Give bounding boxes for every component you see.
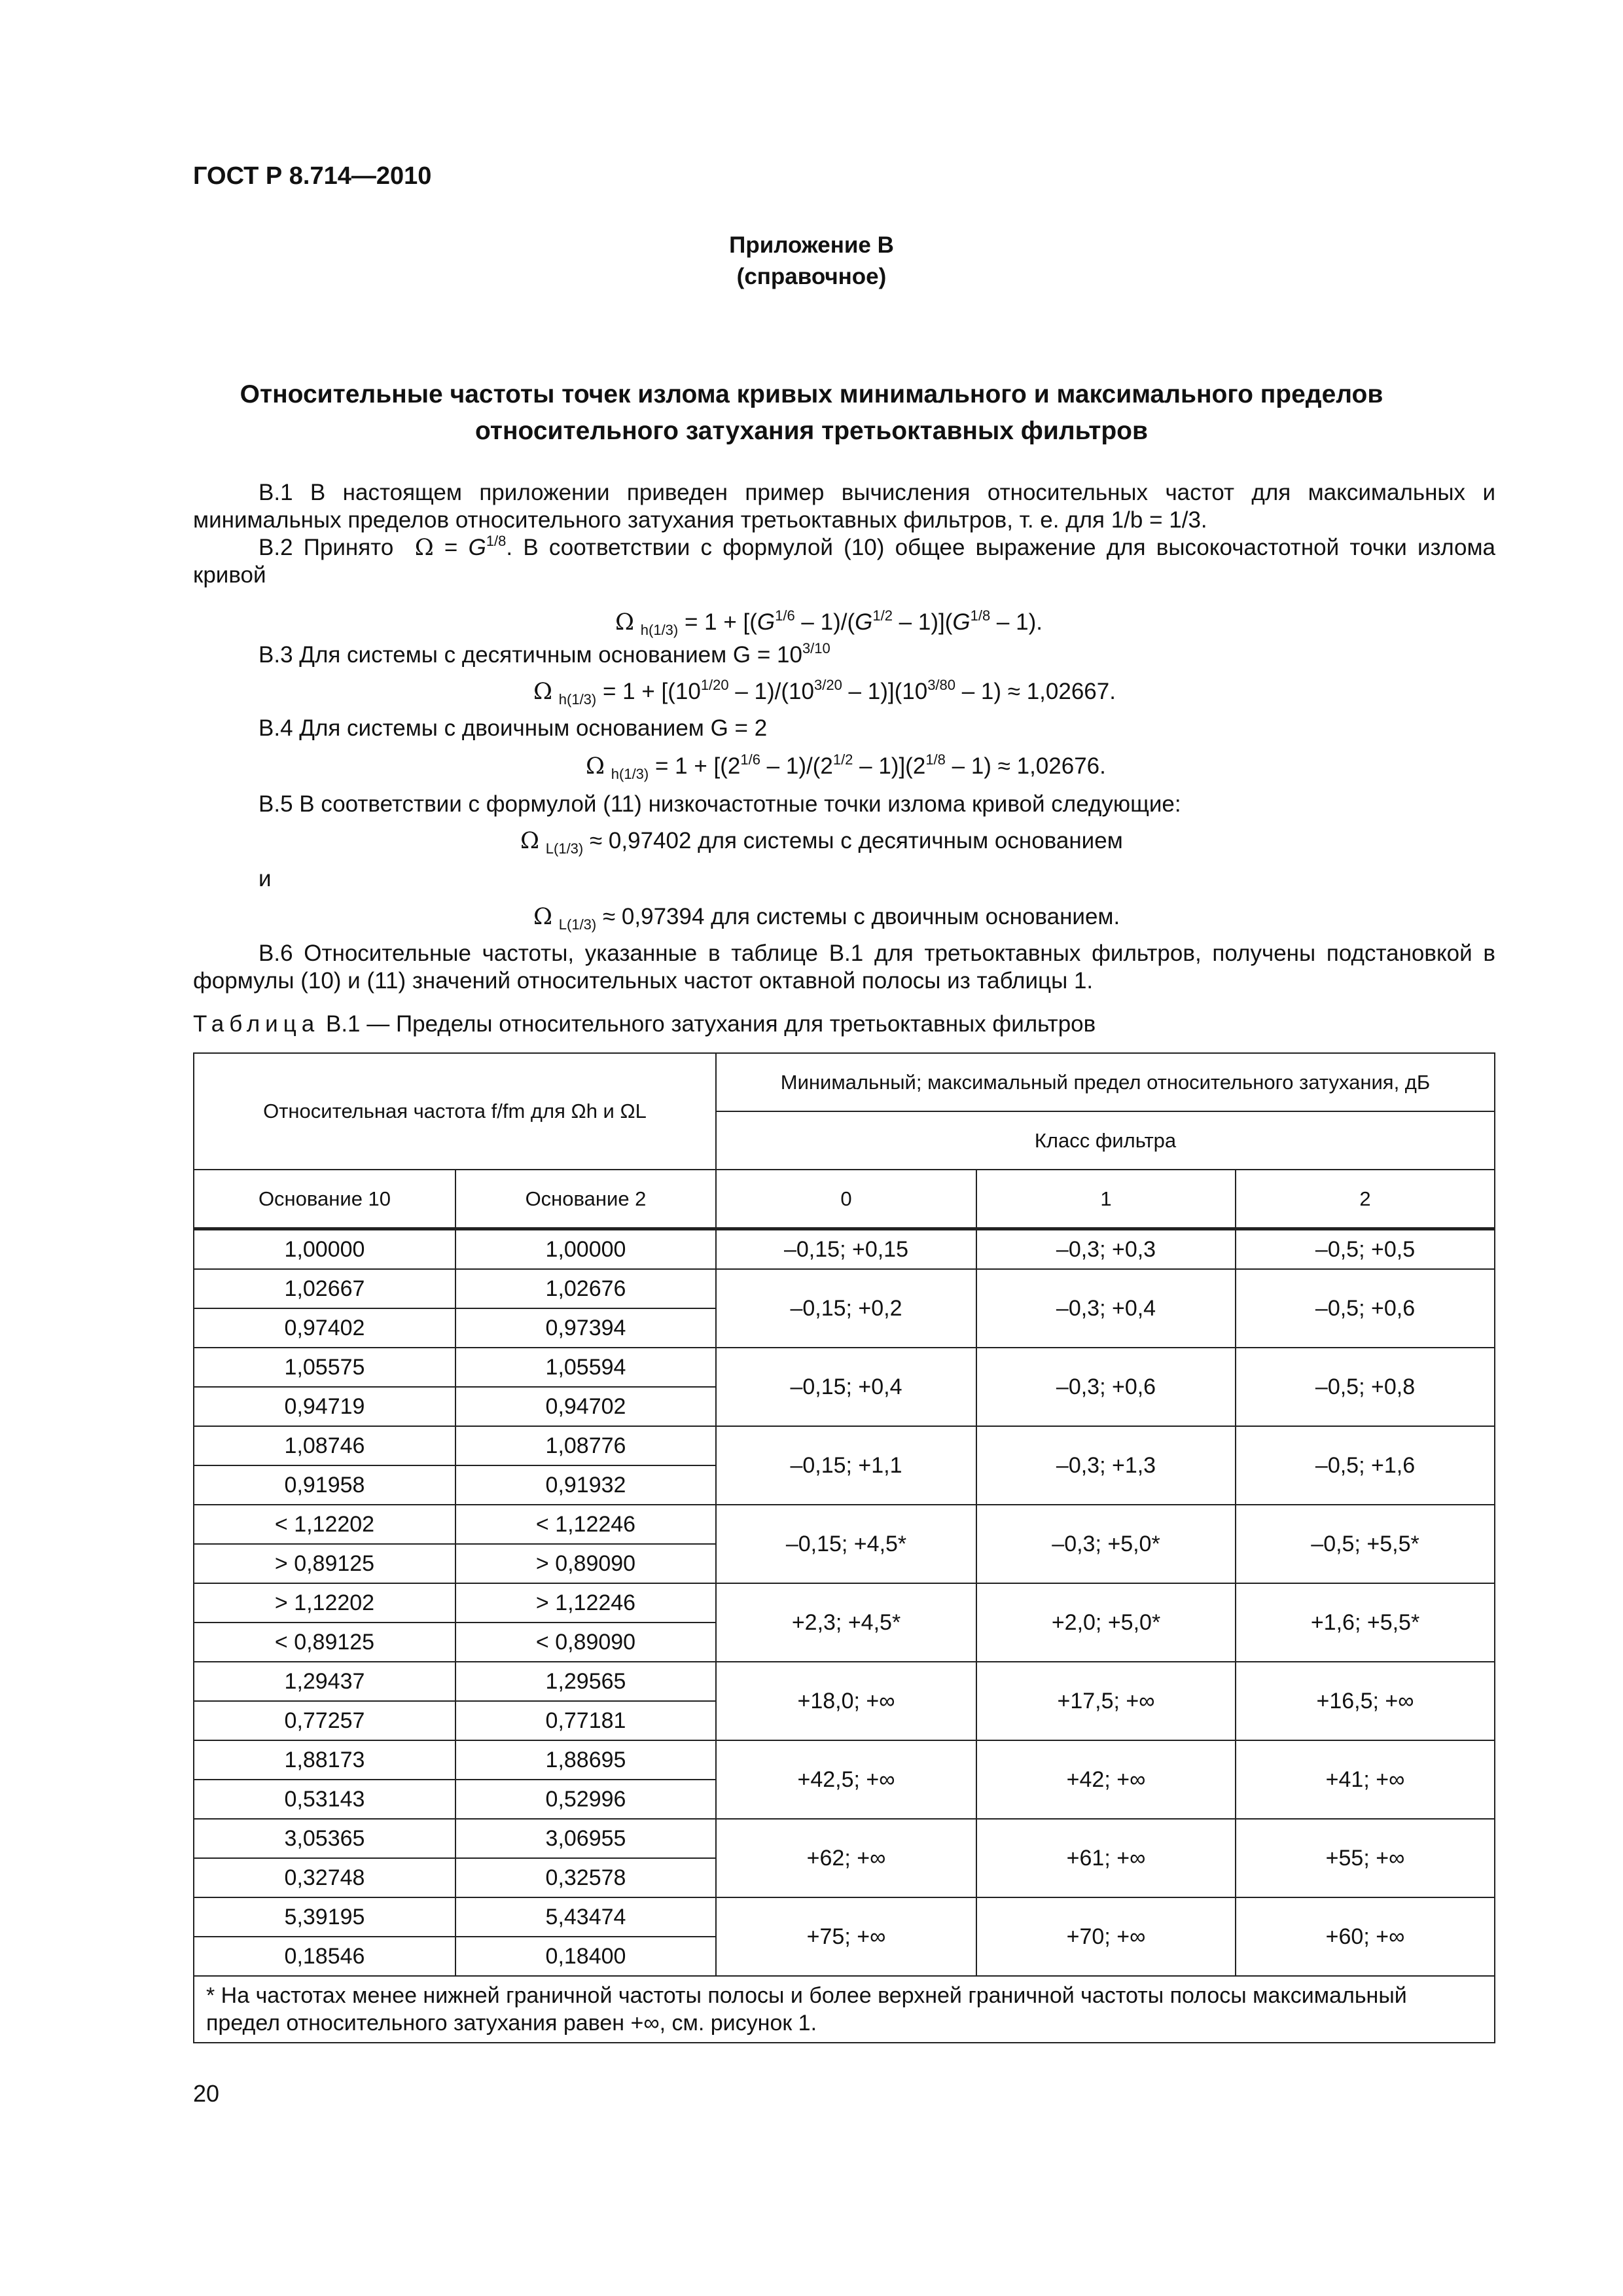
table-row bbox=[194, 1740, 1495, 1780]
cell-base10: 0,97402 bbox=[194, 1308, 455, 1348]
cell-limit-class-2: –0,5; +5,5* bbox=[1236, 1505, 1495, 1583]
cell-base2: 0,77181 bbox=[455, 1701, 716, 1740]
paragraph-b1-text: В.1 В настоящем приложении приведен пример вычисления относительных частот для максимальных и минимальных пределов относительного затухания третьоктавных фильтров, т. е. для 1/b = 1/3. bbox=[193, 480, 1495, 533]
cell-base10: 1,00000 bbox=[194, 1229, 455, 1270]
omega-symbol: Ω bbox=[586, 753, 605, 780]
cell-base2: 0,32578 bbox=[455, 1858, 716, 1897]
paragraph-b5 bbox=[193, 791, 1495, 818]
cell-base2: 0,18400 bbox=[455, 1937, 716, 1976]
cell-base2: 1,00000 bbox=[455, 1229, 716, 1270]
cell-limit-class-1: –0,3; +0,3 bbox=[976, 1229, 1236, 1270]
table-row bbox=[194, 1819, 1495, 1858]
cell-base10: 1,88173 bbox=[194, 1740, 455, 1780]
cell-base10: 5,39195 bbox=[194, 1897, 455, 1937]
cell-limit-class-1: –0,3; +0,6 bbox=[976, 1348, 1236, 1426]
cell-base10: 0,18546 bbox=[194, 1937, 455, 1976]
cell-limit-class-0: –0,15; +4,5* bbox=[716, 1505, 976, 1583]
g-variable: G bbox=[468, 535, 486, 560]
formula-low-decimal bbox=[520, 827, 1123, 855]
cell-limit-class-1: –0,3; +1,3 bbox=[976, 1426, 1236, 1505]
formula-subscript: L(1/3) bbox=[545, 840, 584, 857]
table-row bbox=[194, 1583, 1495, 1623]
cell-base2: 0,97394 bbox=[455, 1308, 716, 1348]
cell-base2: < 1,12246 bbox=[455, 1505, 716, 1544]
cell-base10: > 0,89125 bbox=[194, 1544, 455, 1583]
cell-limit-class-0: –0,15; +0,2 bbox=[716, 1269, 976, 1348]
table-row bbox=[194, 1229, 1495, 1270]
table-row bbox=[194, 1897, 1495, 1937]
cell-base2: 3,06955 bbox=[455, 1819, 716, 1858]
binary-result: ≈ 1,02676. bbox=[997, 753, 1106, 779]
cell-base10: 1,02667 bbox=[194, 1269, 455, 1308]
cell-base2: 1,88695 bbox=[455, 1740, 716, 1780]
table-row bbox=[194, 1348, 1495, 1387]
header-attenuation-limit: Минимальный; максимальный предел относительного затухания, дБ bbox=[716, 1053, 1495, 1111]
cell-base10: 1,29437 bbox=[194, 1662, 455, 1701]
paragraph-b3 bbox=[193, 641, 1495, 669]
cell-base2: 0,91932 bbox=[455, 1465, 716, 1505]
attenuation-limits-table bbox=[193, 1052, 1495, 2043]
cell-limit-class-1: +2,0; +5,0* bbox=[976, 1583, 1236, 1662]
cell-base10: 3,05365 bbox=[194, 1819, 455, 1858]
page-number: 20 bbox=[193, 2080, 220, 2107]
paragraph-b2: В.2 Принято $\Omega = G^{1/8}$. В соответствии с формулой (10) общее выражение для высокочастотной точки излома кривой bbox=[193, 533, 1495, 588]
cell-base2: > 1,12246 bbox=[455, 1583, 716, 1623]
base2-value: G = 2 bbox=[710, 715, 768, 741]
paragraph-b6-text: В.6 Относительные частоты, указанные в таблице В.1 для третьоктавных фильтров, получены подстановкой в формулы (10) и (11) значений относительных частот октавной полосы из таблицы 1. bbox=[193, 941, 1495, 994]
header-filter-class: Класс фильтра bbox=[716, 1111, 1495, 1170]
omega-symbol: Ω bbox=[615, 609, 635, 636]
table-caption bbox=[193, 1011, 1096, 1037]
header-base2: Основание 2 bbox=[455, 1170, 716, 1229]
low-decimal-text: ≈ 0,97402 для системы с десятичным основанием bbox=[589, 828, 1123, 853]
paragraph-b1 bbox=[193, 479, 1495, 534]
cell-base10: 0,91958 bbox=[194, 1465, 455, 1505]
table-caption-text: В.1 — Пределы относительного затухания для третьоктавных фильтров bbox=[325, 1011, 1096, 1037]
formula-subscript: h(1/3) bbox=[558, 691, 597, 708]
cell-base10: < 1,12202 bbox=[194, 1505, 455, 1544]
formula-subscript: h(1/3) bbox=[640, 622, 679, 638]
appendix-title-line2: относительного затухания третьоктавных фильтров bbox=[475, 417, 1148, 445]
header-class-1: 1 bbox=[976, 1170, 1236, 1229]
cell-base10: < 0,89125 bbox=[194, 1623, 455, 1662]
document-standard-header: ГОСТ Р 8.714—2010 bbox=[193, 162, 432, 190]
table-row bbox=[194, 1505, 1495, 1544]
cell-base10: 1,08746 bbox=[194, 1426, 455, 1465]
formula-subscript: h(1/3) bbox=[611, 766, 649, 782]
cell-limit-class-2: –0,5; +1,6 bbox=[1236, 1426, 1495, 1505]
paragraph-b4 bbox=[193, 715, 1495, 742]
cell-base2: 0,94702 bbox=[455, 1387, 716, 1426]
cell-limit-class-2: +1,6; +5,5* bbox=[1236, 1583, 1495, 1662]
cell-base10: 1,05575 bbox=[194, 1348, 455, 1387]
header-relative-frequency: Относительная частота f/fm для Ωh и ΩL bbox=[194, 1053, 716, 1170]
omega-symbol: Ω bbox=[533, 904, 553, 930]
base10-exponent: 3/10 bbox=[802, 640, 830, 656]
cell-base10: 0,53143 bbox=[194, 1780, 455, 1819]
cell-limit-class-2: +55; +∞ bbox=[1236, 1819, 1495, 1897]
cell-limit-class-0: +2,3; +4,5* bbox=[716, 1583, 976, 1662]
decimal-result: ≈ 1,02667. bbox=[1007, 679, 1116, 704]
cell-base2: < 0,89090 bbox=[455, 1623, 716, 1662]
paragraph-b3-text: В.3 Для системы с десятичным основанием bbox=[259, 642, 727, 668]
cell-base2: 5,43474 bbox=[455, 1897, 716, 1937]
cell-limit-class-1: +17,5; +∞ bbox=[976, 1662, 1236, 1740]
cell-limit-class-2: +60; +∞ bbox=[1236, 1897, 1495, 1976]
cell-limit-class-2: +41; +∞ bbox=[1236, 1740, 1495, 1819]
table-footnote: * На частотах менее нижней граничной частоты полосы и более верхней граничной частоты полосы максимальный предел относительного затухания равен +∞, см. рисунок 1. bbox=[194, 1976, 1495, 2043]
cell-base2: 1,02676 bbox=[455, 1269, 716, 1308]
cell-limit-class-0: +42,5; +∞ bbox=[716, 1740, 976, 1819]
cell-base10: 0,94719 bbox=[194, 1387, 455, 1426]
cell-base10: 0,77257 bbox=[194, 1701, 455, 1740]
paragraph-b4-text: В.4 Для системы с двоичным основанием bbox=[259, 715, 704, 741]
cell-limit-class-2: +16,5; +∞ bbox=[1236, 1662, 1495, 1740]
table-row bbox=[194, 1662, 1495, 1701]
formula-binary: Ω $_{h(1/3)} = 1 + [(2^{1/6} - 1)/(2^{1/2} - 1)](2^{1/8} - 1) \approx 1,02676$. bbox=[586, 751, 1106, 782]
paragraph-b5-text: В.5 В соответствии с формулой (11) низкочастотные точки излома кривой следующие: bbox=[259, 791, 1181, 817]
cell-base2: 1,08776 bbox=[455, 1426, 716, 1465]
cell-limit-class-1: +70; +∞ bbox=[976, 1897, 1236, 1976]
cell-limit-class-0: –0,15; +0,15 bbox=[716, 1229, 976, 1270]
cell-base10: > 1,12202 bbox=[194, 1583, 455, 1623]
header-class-2: 2 bbox=[1236, 1170, 1495, 1229]
header-class-0: 0 bbox=[716, 1170, 976, 1229]
cell-limit-class-0: +18,0; +∞ bbox=[716, 1662, 976, 1740]
cell-limit-class-1: –0,3; +0,4 bbox=[976, 1269, 1236, 1348]
cell-limit-class-0: +75; +∞ bbox=[716, 1897, 976, 1976]
formula-subscript: L(1/3) bbox=[558, 916, 597, 933]
cell-limit-class-1: +42; +∞ bbox=[976, 1740, 1236, 1819]
appendix-type: (справочное) bbox=[736, 264, 887, 289]
g-exponent: 1/8 bbox=[486, 533, 507, 549]
omega-symbol: Ω bbox=[414, 535, 434, 561]
omega-symbol: Ω bbox=[520, 828, 540, 854]
conjunction-and: и bbox=[259, 866, 272, 891]
appendix-title bbox=[196, 376, 1427, 450]
formula-decimal: Ω $_{h(1/3)} = 1 + [(10^{1/20} - 1)/(10^{3/20} - 1)](10^{3/80} - 1) \approx 1,02667$. bbox=[533, 677, 1116, 708]
header-base10: Основание 10 bbox=[194, 1170, 455, 1229]
formula-general: Ω $_{h(1/3)} = 1 + [(G^{1/6} - 1)/(G^{1/2} - 1)](G^{1/8} - 1)$. bbox=[615, 607, 1043, 638]
cell-base2: 1,05594 bbox=[455, 1348, 716, 1387]
cell-limit-class-2: –0,5; +0,8 bbox=[1236, 1348, 1495, 1426]
table-footnote-row bbox=[194, 1976, 1495, 2043]
cell-base2: 0,52996 bbox=[455, 1780, 716, 1819]
base10-value: G = 10 bbox=[732, 642, 802, 668]
cell-limit-class-2: –0,5; +0,6 bbox=[1236, 1269, 1495, 1348]
cell-limit-class-2: –0,5; +0,5 bbox=[1236, 1229, 1495, 1270]
cell-base10: 0,32748 bbox=[194, 1858, 455, 1897]
cell-base2: 1,29565 bbox=[455, 1662, 716, 1701]
table-row bbox=[194, 1426, 1495, 1465]
cell-limit-class-0: +62; +∞ bbox=[716, 1819, 976, 1897]
paragraph-b2-suffix: . В соответствии с формулой (10) общее выражение для высокочастотной точки излома кривой bbox=[193, 535, 1495, 588]
cell-limit-class-1: +61; +∞ bbox=[976, 1819, 1236, 1897]
low-binary-text: ≈ 0,97394 для системы с двоичным основанием. bbox=[602, 904, 1120, 929]
paragraph-b2-prefix: В.2 Принято bbox=[259, 535, 394, 560]
cell-limit-class-0: –0,15; +0,4 bbox=[716, 1348, 976, 1426]
formula-low-binary bbox=[533, 903, 1120, 931]
omega-symbol: Ω bbox=[533, 679, 553, 705]
appendix-label: Приложение В bbox=[729, 232, 894, 258]
table-caption-label: Таблица bbox=[193, 1011, 320, 1037]
appendix-title-line1: Относительные частоты точек излома кривых минимального и максимального пределов bbox=[240, 380, 1383, 408]
cell-limit-class-1: –0,3; +5,0* bbox=[976, 1505, 1236, 1583]
table-row bbox=[194, 1269, 1495, 1308]
cell-limit-class-0: –0,15; +1,1 bbox=[716, 1426, 976, 1505]
cell-base2: > 0,89090 bbox=[455, 1544, 716, 1583]
paragraph-b6 bbox=[193, 940, 1495, 995]
